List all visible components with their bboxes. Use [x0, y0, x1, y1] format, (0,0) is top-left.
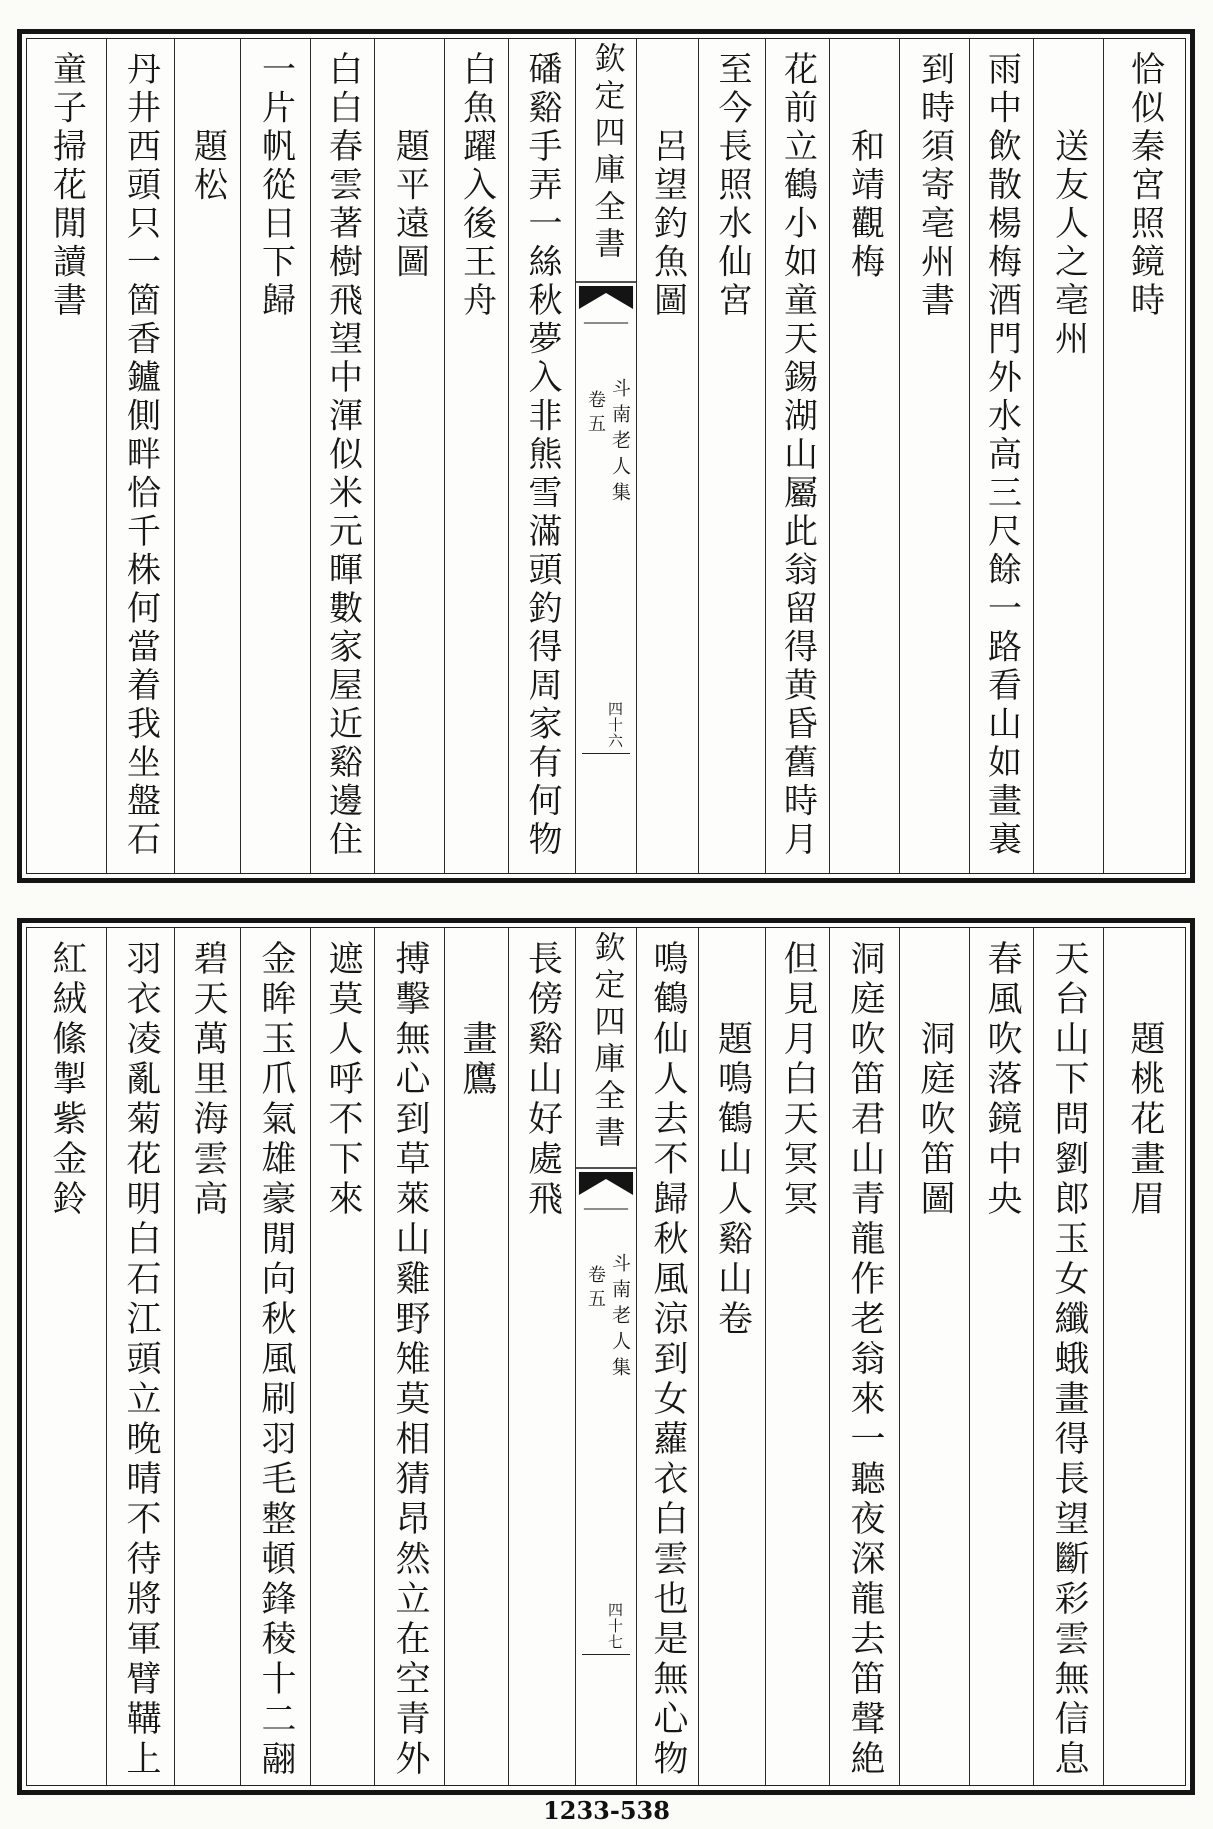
verse-line: 天台山下問劉郎玉女纖蛾畫得長望斷彩雲無信息: [1049, 940, 1089, 1780]
verse-line: 鳴鶴仙人去不歸秋風涼到女蘿衣白雲也是無心物: [648, 940, 688, 1780]
verse-line: 磻谿手弄一絲秋夢入非熊雪滿頭釣得周家有何物: [522, 51, 562, 860]
bottom-page-columns: [26, 927, 1186, 1786]
text-column: [444, 39, 508, 873]
verse-line: 碧天萬里海雲高: [188, 940, 228, 1220]
verse-line: 丹井西頭只一箇香鑪側畔恰千株何當着我坐盤石: [120, 51, 161, 860]
verse-line: 洞庭吹笛君山青龍作老翁來一聽夜深龍去笛聲絶: [845, 940, 885, 1780]
verse-line: 搏擊無心到草萊山雞野雉莫相猜昂然立在空青外: [390, 940, 430, 1780]
fish-tail-icon: [576, 1165, 636, 1225]
verse-line: 但見月白天冥冥: [778, 940, 818, 1220]
text-column: [969, 928, 1033, 1785]
page-number: 1233-538: [543, 1796, 670, 1825]
verse-line: 恰似秦宮照鏡時: [1124, 51, 1165, 321]
fold-leaf-number: 四十七: [606, 1602, 624, 1650]
text-column: [899, 39, 969, 873]
verse-line: 白白春雲著樹飛望中渾似米元暉數家屋近谿邊住: [322, 51, 363, 860]
text-column: [899, 928, 969, 1785]
poem-title: 畫鷹: [457, 1020, 497, 1100]
verse-line: 一片帆從日下歸: [255, 51, 296, 321]
text-column: [444, 928, 508, 1785]
verse-line: 金眸玉爪氣雄豪閒向秋風刷羽毛整頓鋒稜十二翮: [256, 940, 296, 1780]
verse-line: 紅絨絛掣紫金鈴: [47, 940, 87, 1220]
poem-title: 題平遠圖: [389, 128, 430, 282]
fold-book-title: 斗南老人集: [609, 378, 631, 508]
verse-line: 至今長照水仙宮: [712, 51, 752, 321]
text-column: [969, 39, 1033, 873]
text-column: [508, 39, 575, 873]
text-column: [310, 39, 374, 873]
fold-title: 欽定四庫全書: [588, 42, 625, 264]
fold-volume: 卷五: [585, 390, 606, 438]
verse-line: 童子掃花閒讀書: [46, 51, 87, 321]
text-column: [698, 39, 765, 873]
verse-line: 雨中飲散楊梅酒門外水高三尺餘一路看山如畫裏: [981, 51, 1022, 860]
text-column: [374, 39, 444, 873]
poem-title: 送友人之亳州: [1048, 128, 1089, 359]
top-page-panel: [17, 29, 1195, 883]
text-column: [765, 39, 829, 873]
text-column: [1033, 39, 1103, 873]
text-column: [174, 928, 240, 1785]
verse-line: 白魚躍入後王舟: [456, 51, 497, 321]
fold-book-title: 斗南老人集: [609, 1253, 631, 1383]
text-column: [240, 928, 310, 1785]
verse-line: 春風吹落鏡中央: [982, 940, 1022, 1220]
poem-title: 洞庭吹笛圖: [915, 1020, 955, 1220]
poem-title: 題桃花畫眉: [1125, 1020, 1165, 1220]
verse-line: 花前立鶴小如童天錫湖山屬此翁留得黄昏舊時月: [777, 51, 818, 860]
text-column: [1033, 928, 1103, 1785]
text-column: [508, 928, 575, 1785]
verse-line: 遮莫人呼不下來: [323, 940, 363, 1220]
fold-rule: [582, 753, 630, 754]
poem-title: 和靖觀梅: [844, 128, 885, 282]
verse-line: 羽衣凌亂菊花明白石江頭立晚晴不待將軍臂鞲上: [121, 940, 161, 1780]
text-column: [174, 39, 240, 873]
text-column: [106, 39, 174, 873]
text-column: [240, 39, 310, 873]
text-column: [27, 928, 106, 1785]
text-column: [1103, 928, 1185, 1785]
fold-column: [575, 39, 636, 873]
text-column: [829, 928, 899, 1785]
verse-line: 長傍谿山好處飛: [522, 940, 563, 1220]
verse-line: 到時須寄亳州書: [914, 51, 955, 321]
fold-leaf-number: 四十六: [606, 701, 624, 749]
fold-column: [575, 928, 636, 1785]
text-column: [636, 928, 698, 1785]
fish-tail-icon: [576, 279, 636, 339]
text-column: [310, 928, 374, 1785]
text-column: [374, 928, 444, 1785]
poem-title: 呂望釣魚圖: [647, 128, 688, 321]
poem-title: 題鳴鶴山人谿山卷: [712, 1020, 753, 1340]
fold-title: 欽定四庫全書: [588, 931, 625, 1153]
text-column: [1103, 39, 1185, 873]
poem-title: 題松: [187, 128, 228, 205]
top-page-columns: [26, 38, 1186, 874]
text-column: [636, 39, 698, 873]
text-column: [27, 39, 106, 873]
text-column: [829, 39, 899, 873]
bottom-page-panel: [17, 918, 1195, 1795]
fold-rule: [582, 1654, 630, 1655]
fold-volume: 卷五: [585, 1265, 606, 1313]
text-column: [698, 928, 765, 1785]
text-column: [765, 928, 829, 1785]
text-column: [106, 928, 174, 1785]
